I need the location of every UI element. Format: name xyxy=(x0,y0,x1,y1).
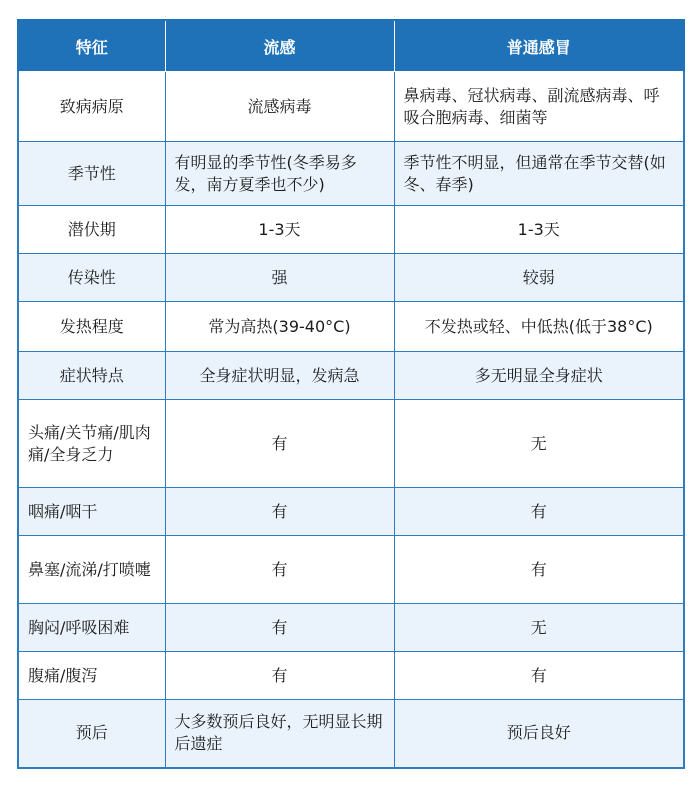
cold-cell: 有 xyxy=(394,488,684,536)
feature-cell: 症状特点 xyxy=(18,352,165,400)
feature-cell: 头痛/关节痛/肌肉痛/全身乏力 xyxy=(18,400,165,488)
cold-cell: 较弱 xyxy=(394,254,684,302)
table-row-symptom-profile xyxy=(18,352,684,400)
cold-cell: 有 xyxy=(394,536,684,604)
feature-cell: 胸闷/呼吸困难 xyxy=(18,604,165,652)
table-row-body-aches xyxy=(18,400,684,488)
table-row-pathogen xyxy=(18,72,684,142)
table-row-seasonality xyxy=(18,142,684,206)
cold-cell: 鼻病毒、冠状病毒、副流感病毒、呼吸合胞病毒、细菌等 xyxy=(394,72,684,142)
flu-cell: 有 xyxy=(165,400,394,488)
table-row-prognosis xyxy=(18,700,684,768)
flu-cell: 有 xyxy=(165,652,394,700)
comparison-table-container xyxy=(17,19,683,769)
table-row-fever xyxy=(18,302,684,352)
feature-cell: 潜伏期 xyxy=(18,206,165,254)
cold-cell: 无 xyxy=(394,604,684,652)
flu-vs-cold-table xyxy=(17,19,685,769)
cold-cell: 无 xyxy=(394,400,684,488)
flu-cell: 常为高热(39-40°C) xyxy=(165,302,394,352)
header-flu: 流感 xyxy=(165,20,394,72)
table-row-chest xyxy=(18,604,684,652)
table-row-contagiousness xyxy=(18,254,684,302)
flu-cell: 有 xyxy=(165,536,394,604)
feature-cell: 季节性 xyxy=(18,142,165,206)
table-row-nasal xyxy=(18,536,684,604)
cold-cell: 有 xyxy=(394,652,684,700)
table-row-sore-throat xyxy=(18,488,684,536)
feature-cell: 鼻塞/流涕/打喷嚏 xyxy=(18,536,165,604)
cold-cell: 不发热或轻、中低热(低于38°C) xyxy=(394,302,684,352)
table-row-abdominal xyxy=(18,652,684,700)
cold-cell: 季节性不明显，但通常在季节交替(如冬、春季) xyxy=(394,142,684,206)
feature-cell: 传染性 xyxy=(18,254,165,302)
flu-cell: 有 xyxy=(165,488,394,536)
feature-cell: 预后 xyxy=(18,700,165,768)
flu-cell: 1-3天 xyxy=(165,206,394,254)
feature-cell: 致病病原 xyxy=(18,72,165,142)
header-feature: 特征 xyxy=(18,20,165,72)
flu-cell: 有 xyxy=(165,604,394,652)
flu-cell: 强 xyxy=(165,254,394,302)
table-header-row xyxy=(18,20,684,72)
flu-cell: 流感病毒 xyxy=(165,72,394,142)
feature-cell: 发热程度 xyxy=(18,302,165,352)
header-common-cold: 普通感冒 xyxy=(394,20,684,72)
cold-cell: 多无明显全身症状 xyxy=(394,352,684,400)
cold-cell: 预后良好 xyxy=(394,700,684,768)
feature-cell: 腹痛/腹泻 xyxy=(18,652,165,700)
flu-cell: 大多数预后良好，无明显长期后遗症 xyxy=(165,700,394,768)
table-row-incubation xyxy=(18,206,684,254)
feature-cell: 咽痛/咽干 xyxy=(18,488,165,536)
flu-cell: 全身症状明显，发病急 xyxy=(165,352,394,400)
flu-cell: 有明显的季节性(冬季易多发，南方夏季也不少) xyxy=(165,142,394,206)
cold-cell: 1-3天 xyxy=(394,206,684,254)
